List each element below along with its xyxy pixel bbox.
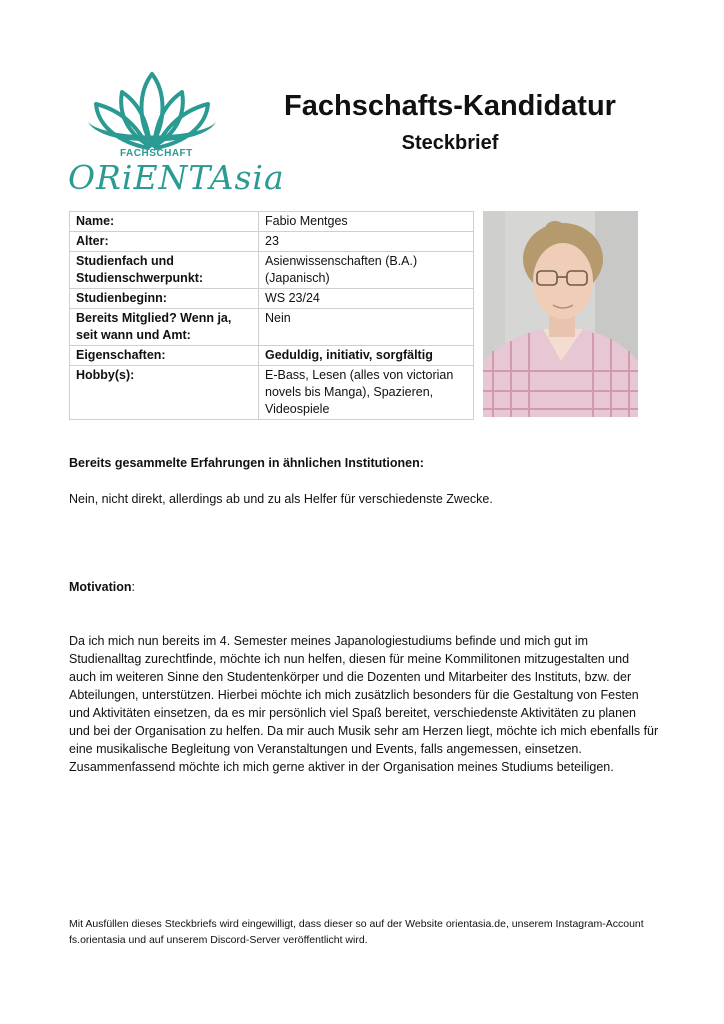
row-value: 23 — [259, 232, 474, 252]
row-value: Nein — [259, 309, 474, 346]
portrait-photo — [483, 211, 638, 417]
row-label: Eigenschaften: — [70, 346, 259, 366]
table-row — [70, 309, 474, 346]
row-value: Geduldig, initiativ, sorgfältig — [259, 346, 474, 366]
row-label: Hobby(s): — [70, 366, 259, 420]
experience-heading: Bereits gesammelte Erfahrungen in ähnlichen Institutionen: — [69, 456, 424, 470]
table-row — [70, 232, 474, 252]
row-value: Fabio Mentges — [259, 212, 474, 232]
row-value: E-Bass, Lesen (alles von victorian novels bis Manga), Spazieren, Videospiele — [259, 366, 474, 420]
motivation-text: Da ich mich nun bereits im 4. Semester meines Japanologiestudiums befinde und mich gut im Studienalltag zurechtfinde, möchte ich nun helfen, diesen für meine Kommilitonen mitzugestalten und auch im weiteren Sinne den Studentenkörper und die Dozenten und Mitarbeiter des Instituts, bzw. der Abteilungen, unterstützen. Hierbei möchte ich mich zusätzlich besonders für die Gestaltung von Festen und Aktivitäten einsetzen, da es mir persönlich viel Spaß bereitet, verschiedenste Aktivitäten zu planen und bei der Organisation zu helfen. Da mir auch Musik sehr am Herzen liegt, möchte ich mich ebenfalls für eine musikalische Begleitung von Veranstaltungen und Events, falls angemessen, einsetzen. Zusammenfassend möchte ich mich gerne aktiver in der Organisation meines Studiums beteiligen. — [69, 634, 659, 774]
profile-table — [69, 211, 474, 420]
page-title: Fachschafts-Kandidatur — [284, 90, 616, 122]
table-row — [70, 366, 474, 420]
motivation-heading-label: Motivation — [69, 580, 132, 594]
row-label: Alter: — [70, 232, 259, 252]
row-label: Bereits Mitglied? Wenn ja, seit wann und Amt: — [70, 309, 259, 346]
row-label: Studienfach und Studienschwerpunkt: — [70, 252, 259, 289]
table-row — [70, 252, 474, 289]
motivation-heading-colon: : — [131, 580, 135, 594]
page-subtitle: Steckbrief — [401, 132, 499, 154]
experience-text: Nein, nicht direkt, allerdings ab und zu als Helfer für verschiedenste Zwecke. — [69, 492, 493, 506]
table-row — [70, 289, 474, 309]
table-row — [70, 346, 474, 366]
motivation-heading — [69, 580, 135, 594]
row-value: Asienwissenschaften (B.A.) (Japanisch) — [259, 252, 474, 289]
row-value: WS 23/24 — [259, 289, 474, 309]
logo-label-small: FACHSCHAFT — [120, 148, 193, 159]
consent-footer: Mit Ausfüllen dieses Steckbriefs wird eingewilligt, dass dieser so auf der Website orientasia.de, unserem Instagram-Account fs.orientasia und auf unserem Discord-Server veröffentlicht wird. — [69, 918, 644, 946]
row-label: Studienbeginn: — [70, 289, 259, 309]
row-label: Name: — [70, 212, 259, 232]
table-row — [70, 212, 474, 232]
logo-label-big: ORiENTAsia — [68, 158, 285, 197]
